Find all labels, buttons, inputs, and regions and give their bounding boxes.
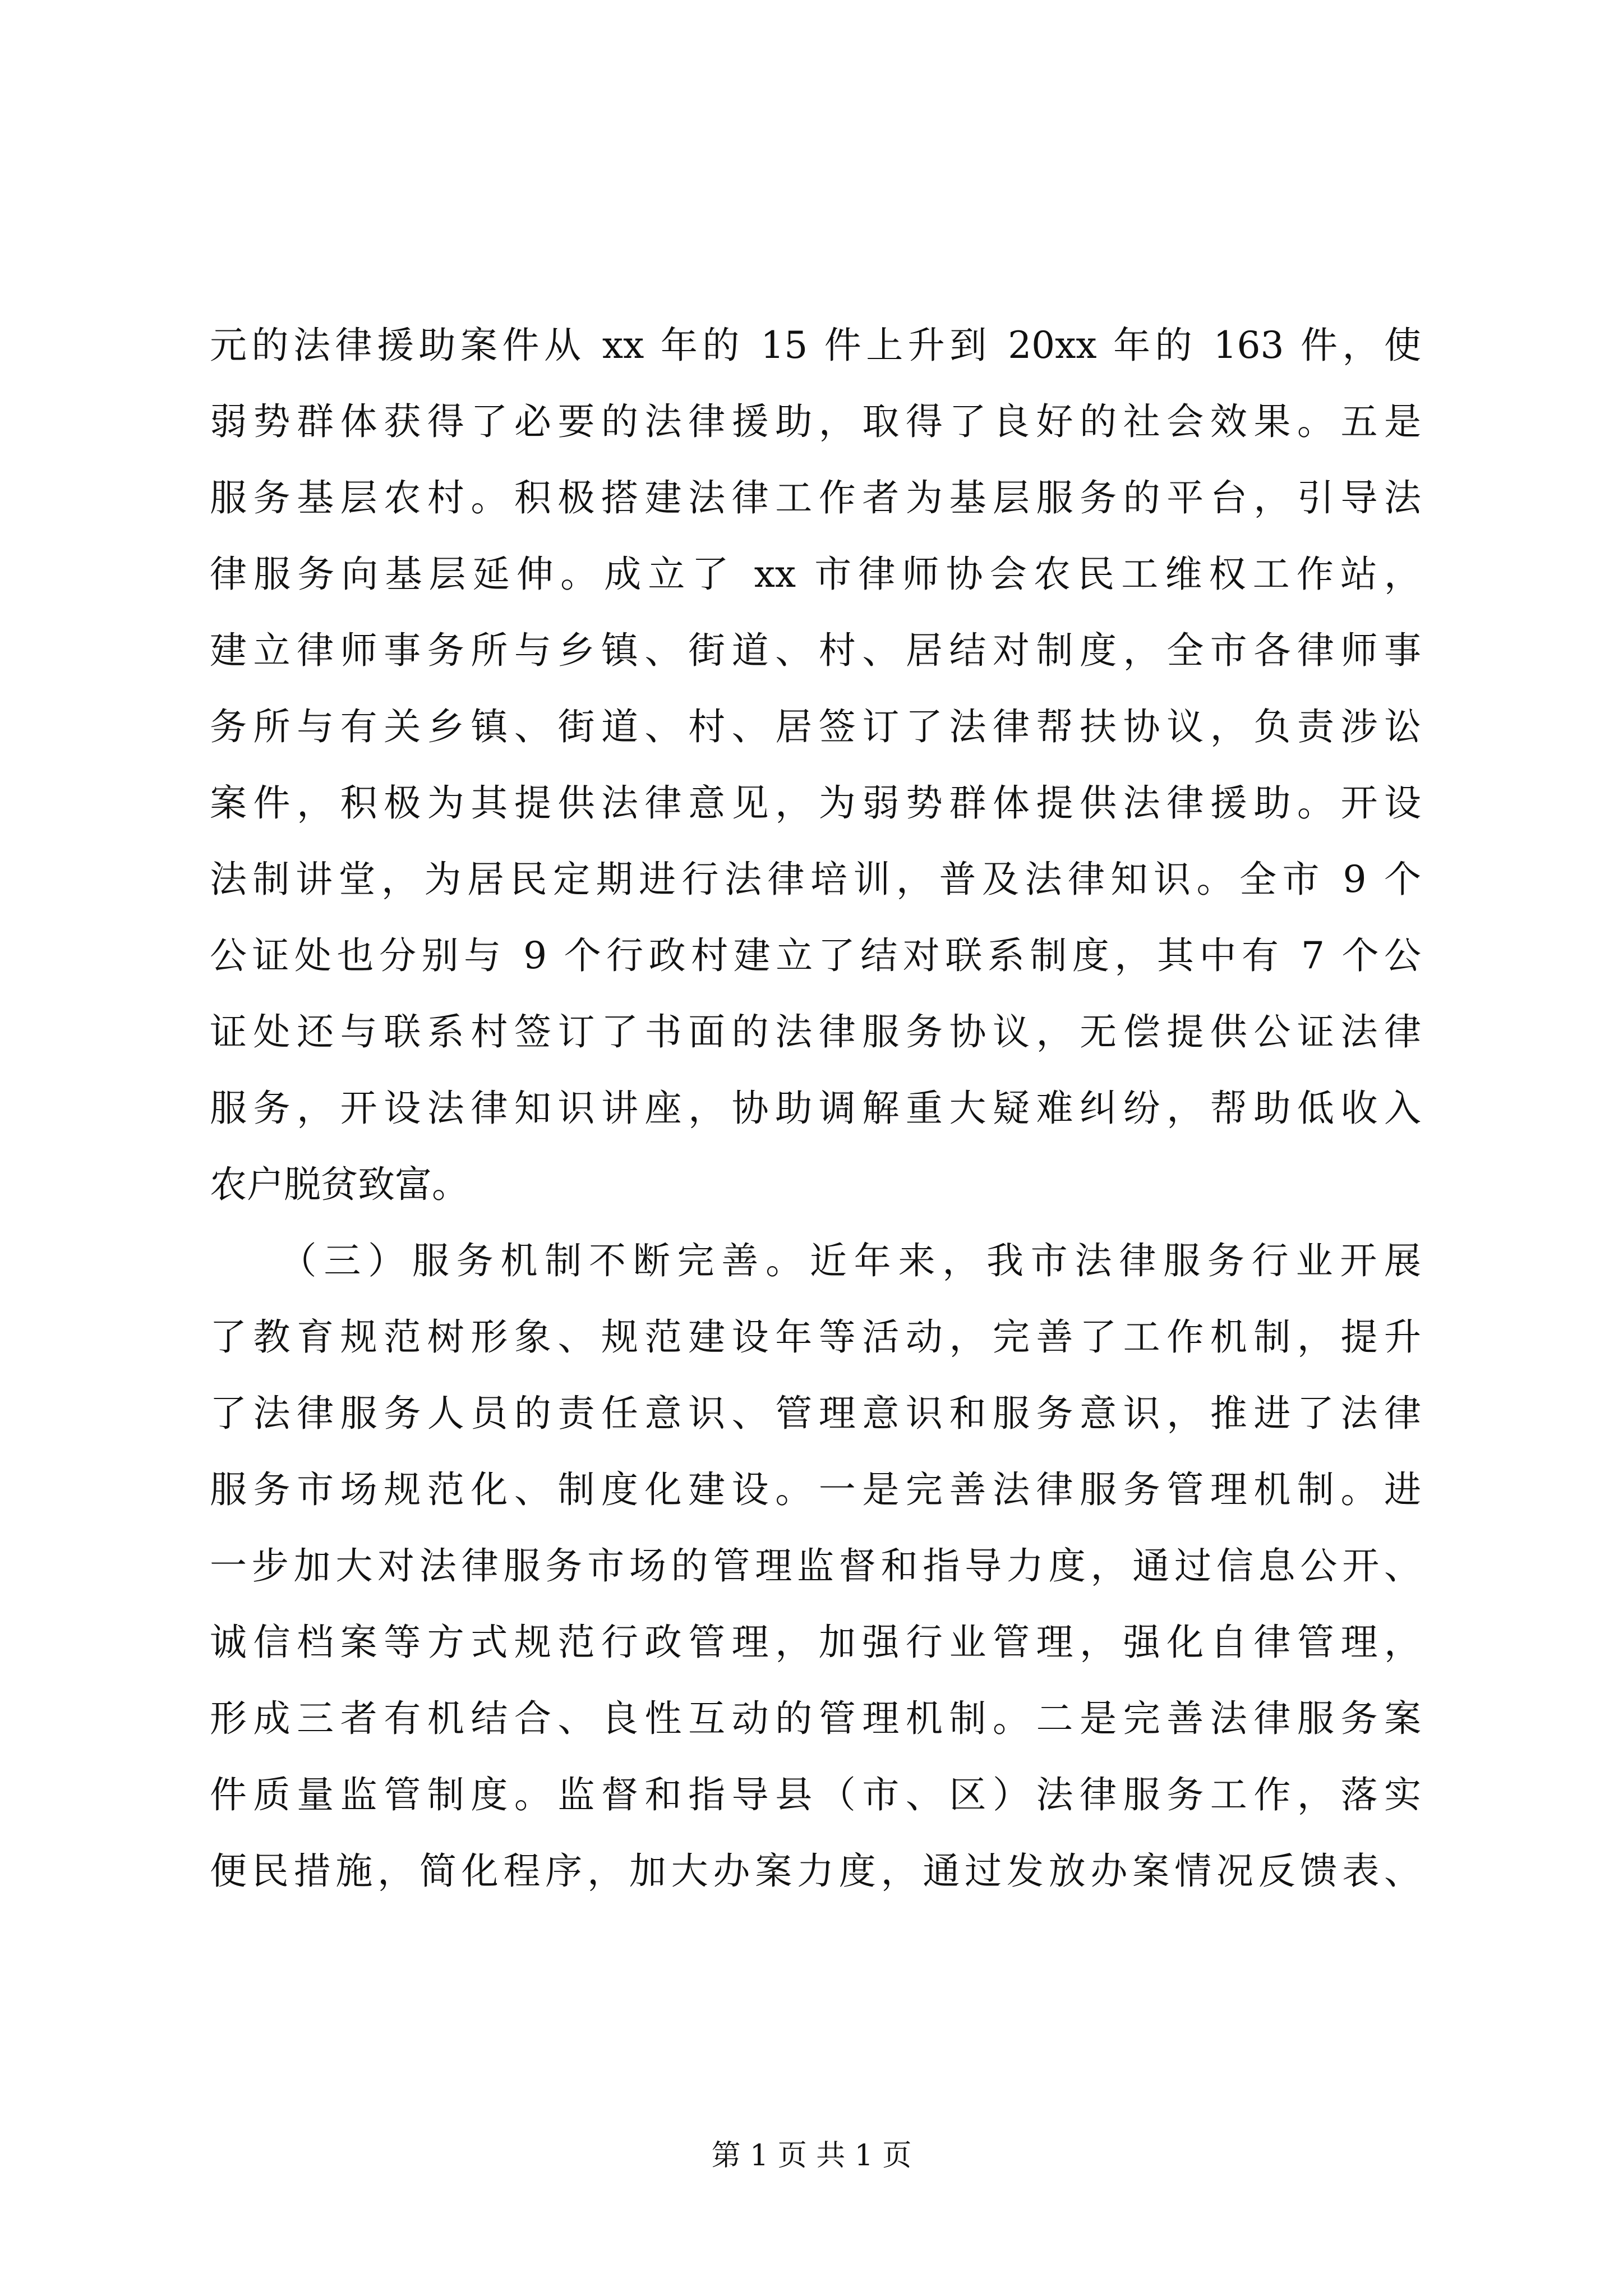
text-line: 务所与有关乡镇、街道、村、居签订了法律帮扶协议，负责涉讼 [210,705,1421,748]
text-line: 服务市场规范化、制度化建设。一是完善法律服务管理机制。进 [210,1468,1421,1511]
text-line: 了法律服务人员的责任意识、管理意识和服务意识，推进了法律 [210,1392,1421,1435]
text-line: 证处还与联系村签订了书面的法律服务协议，无偿提供公证法律 [210,1010,1421,1053]
text-line: 案件，积极为其提供法律意见，为弱势群体提供法律援助。开设 [210,781,1421,825]
text-line: 了教育规范树形象、规范建设年等活动，完善了工作机制，提升 [210,1315,1421,1359]
text-line: 律服务向基层延伸。成立了 xx 市律师协会农民工维权工作站， [210,553,1421,596]
text-line: 农户脱贫致富。 [210,1163,469,1206]
text-line: 公证处也分别与 9 个行政村建立了结对联系制度，其中有 7 个公 [210,934,1421,977]
text-line: 弱势群体获得了必要的法律援助，取得了良好的社会效果。五是 [210,400,1421,443]
text-line: （三）服务机制不断完善。近年来，我市法律服务行业开展 [210,1239,1421,1282]
text-line: 一步加大对法律服务市场的管理监督和指导力度，通过信息公开、 [210,1544,1421,1588]
text-line: 元的法律援助案件从 xx 年的 15 件上升到 20xx 年的 163 件，使 [210,324,1421,367]
text-line: 形成三者有机结合、良性互动的管理机制。二是完善法律服务案 [210,1697,1421,1740]
text-line: 诚信档案等方式规范行政管理，加强行业管理，强化自律管理， [210,1621,1421,1664]
text-line: 建立律师事务所与乡镇、街道、村、居结对制度，全市各律师事 [210,629,1421,672]
text-line: 法制讲堂，为居民定期进行法律培训，普及法律知识。全市 9 个 [210,858,1421,901]
body-text [210,307,1421,1910]
text-line: 件质量监管制度。监督和指导县（市、区）法律服务工作，落实 [210,1773,1421,1816]
page-footer: 第 1 页 共 1 页 [711,2139,912,2173]
text-line: 服务，开设法律知识讲座，协助调解重大疑难纠纷，帮助低收入 [210,1087,1421,1130]
text-line: 便民措施，简化程序，加大办案力度，通过发放办案情况反馈表、 [210,1849,1421,1893]
text-line: 服务基层农村。积极搭建法律工作者为基层服务的平台，引导法 [210,476,1421,519]
